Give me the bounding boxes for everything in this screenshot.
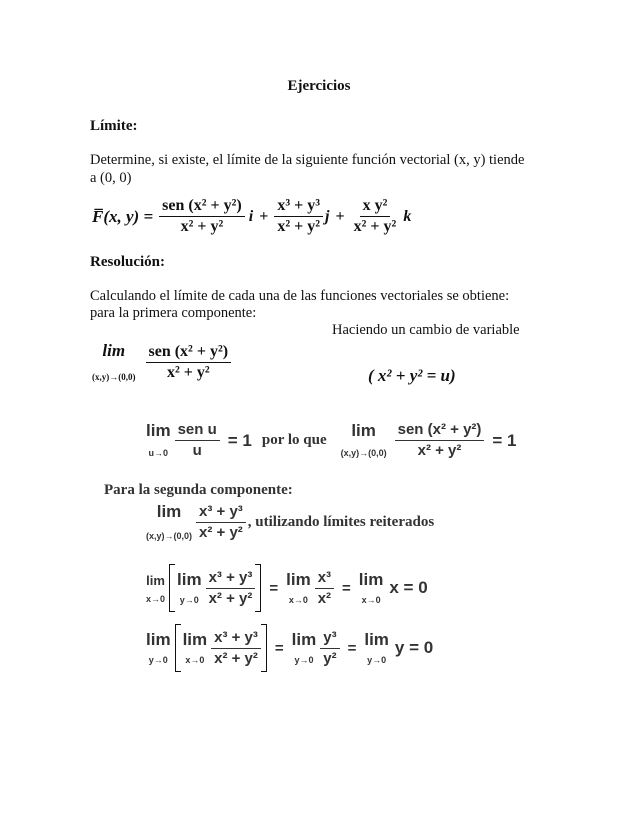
fraction-denominator: x² + y² [199,524,243,541]
plus-sign: + [335,207,345,225]
fraction-numerator: x³ + y³ [196,502,246,523]
limit-operator [364,631,389,666]
inner-fraction [206,568,256,609]
problem-statement-line1: Determine, si existe, el límite de la siguiente función vectorial (x, y) tiende [90,152,525,168]
lim-subscript: (x,y)→(0,0) [92,372,136,382]
fraction-numerator: x³ [315,568,334,589]
lim-subscript: y→0 [294,654,314,665]
component3-numerator: x y² [360,196,391,217]
component3-denominator: x² + y² [353,218,397,235]
fraction-numerator: y³ [320,628,339,649]
lim-subscript: x→0 [361,594,381,605]
lim-subscript: x→0 [288,594,308,605]
component2-numerator: x³ + y³ [274,196,323,217]
iterated-result: x = 0 [389,578,428,597]
fraction-denominator: x² + y² [166,364,210,381]
limit-operator [359,571,384,606]
first-component-limit [92,342,231,383]
substitution-formula [368,366,456,386]
lim-label: lim [358,569,384,589]
inner-limit [177,571,202,606]
lim-subscript: (x,y)→(0,0) [146,531,193,541]
lim-subscript: y→0 [179,594,199,605]
equals-sign: = [269,579,279,597]
lim-label: lim [146,572,165,588]
reduced-fraction [320,628,339,669]
lim-label: lim [146,629,171,649]
iterated-limits-note: , utilizando límites reiterados [247,514,435,530]
plus-sign: + [259,207,269,225]
fraction-numerator: x³ + y³ [211,628,261,649]
fraction-denominator: x² + y² [417,442,462,459]
equals-sign: = [274,639,284,657]
lim-label: lim [102,341,126,360]
por-lo-que-text: por lo que [261,432,327,448]
lim-subscript: x→0 [146,593,166,604]
lim-label: lim [291,629,317,649]
lim-label: lim [351,421,376,440]
component2-fraction [274,196,323,237]
problem-statement-line2: a (0, 0) [90,170,132,186]
limit-operator [92,342,136,383]
iterated-result: y = 0 [394,638,434,657]
equals-one: = 1 [492,430,517,450]
substitution-text: ( x² + y² = u) [368,366,456,385]
unit-j: j [325,207,330,225]
change-of-variable-note: Haciendo un cambio de variable [332,322,520,338]
second-component-heading: Para la segunda componente: [104,482,293,498]
fraction-denominator: x² + y² [208,589,253,607]
limit-operator [286,571,311,606]
lim-label: lim [182,629,208,649]
fraction-denominator: x² + y² [214,649,258,667]
fraction-denominator: y² [323,649,337,667]
bracket-group [169,564,261,612]
outer-limit [146,572,165,605]
component1-numerator: sen (x² + y²) [159,196,245,217]
unit-k: k [403,207,412,225]
unit-i: i [248,207,254,225]
limit-operator [146,422,171,459]
lim-label: lim [177,569,202,589]
fraction-denominator: u [192,442,202,459]
resolution-heading: Resolución: [90,254,165,270]
outer-limit [146,631,171,666]
vector-function-formula [92,196,411,237]
lim-label: lim [286,569,311,589]
lim-subscript: u→0 [148,448,169,458]
limit-operator [146,503,192,542]
second-component-fraction [196,502,246,543]
fraction-numerator: x³ + y³ [206,568,256,589]
fraction-numerator: sen (x² + y²) [146,342,232,363]
first-component-fraction [146,342,232,383]
component3-fraction [351,196,400,237]
fraction-numerator: sen u [175,420,220,441]
equals-one: = 1 [227,430,252,450]
iterated-limit-x-first [146,564,428,612]
limit-operator [341,422,387,459]
limit-operator [292,631,317,666]
second-component-limit [146,502,434,543]
lim-subscript: y→0 [148,654,168,665]
iterated-limit-y-first [146,624,433,672]
limit-heading: Límite: [90,118,138,134]
inner-fraction [211,628,261,669]
original-fraction [395,420,485,461]
lim-subscript: y→0 [367,654,387,665]
lim-subscript: x→0 [185,654,205,665]
fraction-numerator: sen (x² + y²) [395,420,485,441]
function-lhs: F̅(x, y) = [92,206,154,226]
resolution-text-line2: para la primera componente: [90,305,257,321]
lim-subscript: (x,y)→(0,0) [340,448,387,458]
component2-denominator: x² + y² [277,218,321,235]
component1-fraction [159,196,245,237]
lim-label: lim [156,502,182,521]
reduced-fraction [315,568,334,609]
sinu-limit-row [146,420,517,461]
equals-sign: = [342,579,351,597]
bracket-group [175,624,267,672]
resolution-text-line1: Calculando el límite de cada una de las funciones vectoriales se obtiene: [90,288,510,304]
lim-label: lim [146,421,171,440]
sinu-fraction [175,420,220,461]
inner-limit [183,631,208,666]
component1-denominator: x² + y² [180,218,224,235]
equals-sign: = [347,639,357,657]
lim-label: lim [364,629,389,649]
page-title: Ejercicios [287,78,351,94]
fraction-denominator: x² [317,589,332,607]
